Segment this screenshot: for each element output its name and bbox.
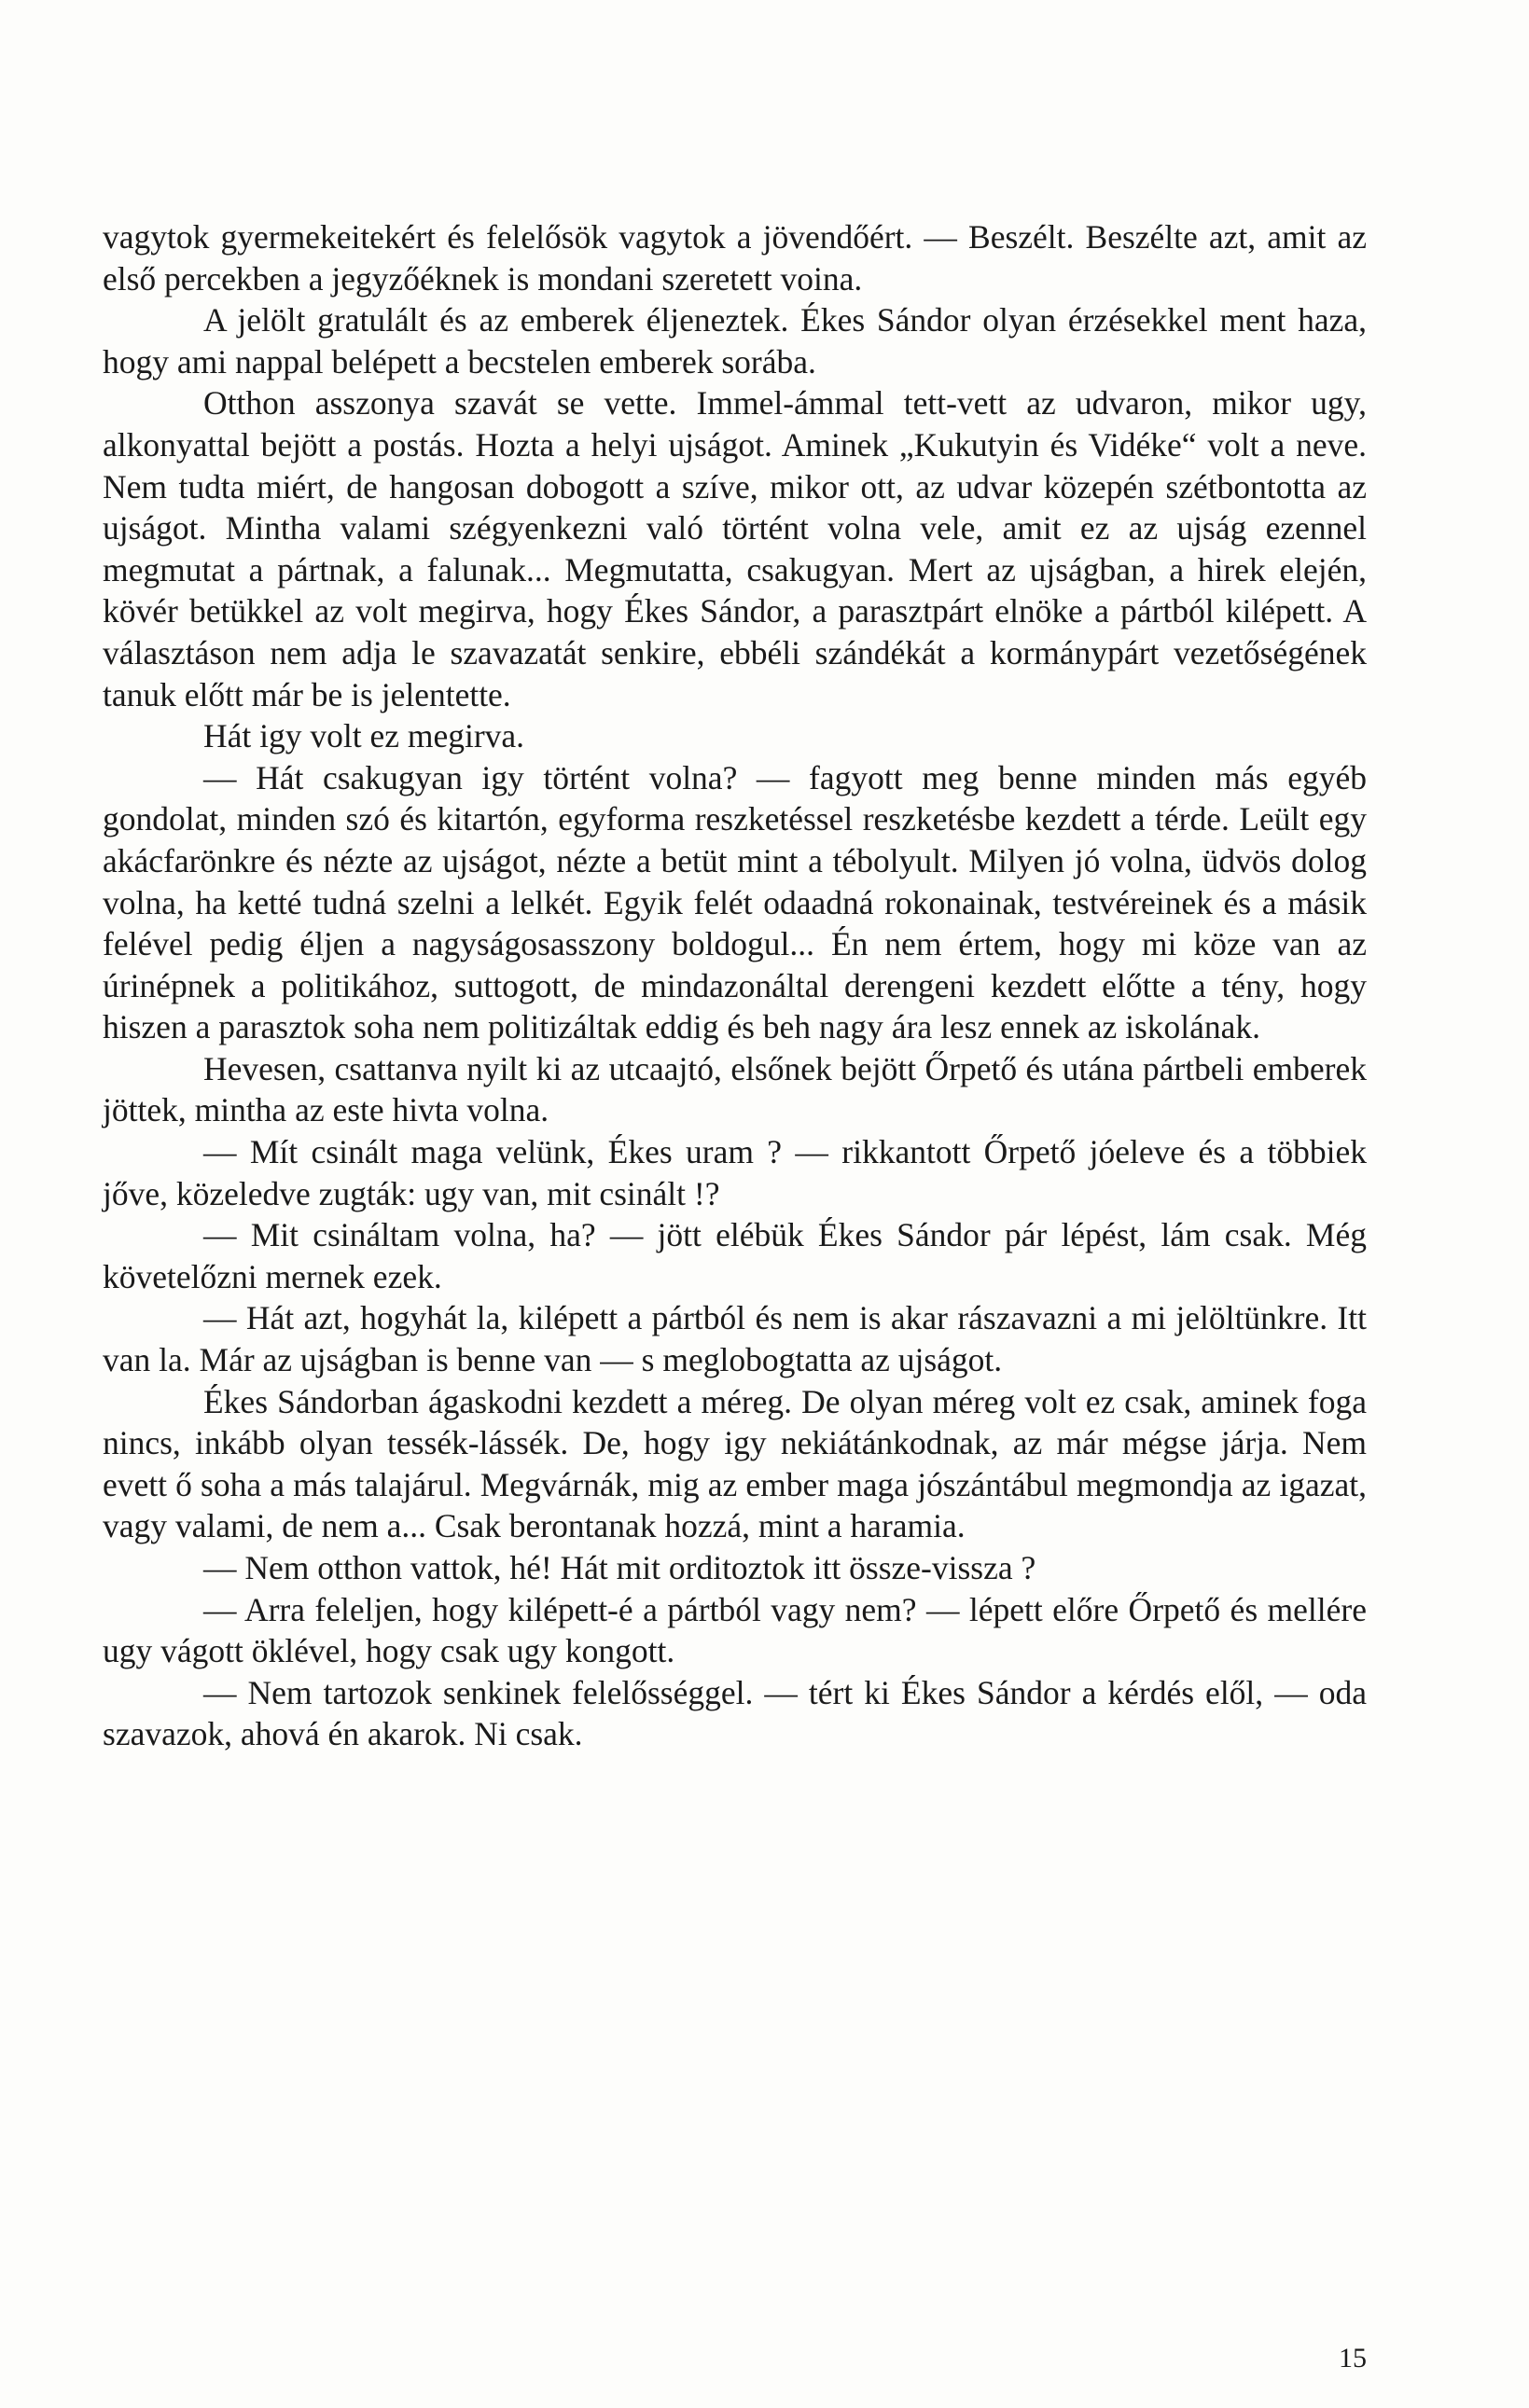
paragraph: Otthon asszonya szavát se vette. Immel-ámmal tett-vett az udvaron, mikor ugy, alkonyattal bejött a postás. Hozta a helyi ujságot. Aminek „Kukutyin és Vidéke“ volt a neve. Nem tudta miért, de hangosan dobogott a szíve, mikor ott, az udvar közepén szétbontotta az ujságot. Mintha valami szégyenkezni való történt volna vele, amit ez az ujság ezennel megmutat a pártnak, a falunak... Megmutatta, csakugyan. Mert az ujságban, a hirek elején, kövér betükkel az volt megirva, hogy Ékes Sándor, a parasztpárt elnöke a pártból kilépett. A választáson nem adja le szavazatát senkire, ebbéli szándékát a kormánypárt vezetőségének tanuk előtt már be is jelentette. (103, 384, 1367, 713)
paragraph: — Arra feleljen, hogy kilépett-é a pártból vagy nem? — lépett előre Őrpető és mellére ugy vágott öklével, hogy csak ugy kongott. (103, 1590, 1367, 1670)
paragraph: Hát igy volt ez megirva. (203, 717, 525, 755)
page-number: 15 (1339, 2343, 1367, 2373)
paragraph: — Nem tartozok senkinek felelősséggel. — tért ki Ékes Sándor a kérdés elől, — oda szavazok, ahová én akarok. Ni csak. (103, 1673, 1367, 1753)
paragraph: — Hát csakugyan igy történt volna? — fagyott meg benne minden más egyéb gondolat, minden szó és kitartón, egyforma reszketéssel reszketésbe kezdett a térde. Leült egy akácfarönkre és nézte az ujságot, nézte a betüt mint a tébolyult. Milyen jó volna, üdvös dolog volna, ha ketté tudná szelni a lelkét. Egyik felét odaadná rokonainak, testvéreinek és a másik felével pedig éljen a nagyságosasszony boldogul... Én nem értem, hogy mi köze van az úrinépnek a politikához, suttogott, de mindazonáltal derengeni kezdett előtte a tény, hogy hiszen a parasztok soha nem politizáltak eddig és beh nagy ára lesz ennek az iskolának. (103, 758, 1367, 1046)
paragraph: vagytok gyermekeitekért és felelősök vagytok a jövendőért. — Beszélt. Beszélte azt, amit az első percekben a jegyzőéknek is mondani szeretett voina. (103, 218, 1367, 298)
body-text (103, 216, 1367, 1755)
paragraph: — Nem otthon vattok, hé! Hát mit orditoztok itt össze-vissza ? (203, 1549, 1036, 1586)
paragraph: Ékes Sándorban ágaskodni kezdett a méreg. De olyan méreg volt ez csak, aminek foga nincs, inkább olyan tessék-lássék. De, hogy igy nekiátánkodnak, az már mégse járja. Nem evett ő soha a más talajárul. Megvárnák, mig az ember maga jószántábul megmondja az igazat, vagy valami, de nem a... Csak berontanak hozzá, mint a haramia. (103, 1382, 1367, 1545)
paragraph: Hevesen, csattanva nyilt ki az utcaajtó, elsőnek bejött Őrpető és utána pártbeli emberek jöttek, mintha az este hivta volna. (103, 1049, 1367, 1129)
paragraph: A jelölt gratulált és az emberek éljeneztek. Ékes Sándor olyan érzésekkel ment haza, hogy ami nappal belépett a becstelen emberek sorába. (103, 301, 1367, 381)
paragraph: — Mít csinált maga velünk, Ékes uram ? — rikkantott Őrpető jóeleve és a többiek jőve, közeledve zugták: ugy van, mit csinált !? (103, 1133, 1367, 1212)
paragraph: — Hát azt, hogyhát la, kilépett a pártból és nem is akar rászavazni a mi jelöltünkre. Itt van la. Már az ujságban is benne van — s meglobogtatta az ujságot. (103, 1299, 1367, 1379)
paragraph: — Mit csináltam volna, ha? — jött elébük Ékes Sándor pár lépést, lám csak. Még követelőzni mernek ezek. (103, 1216, 1367, 1295)
